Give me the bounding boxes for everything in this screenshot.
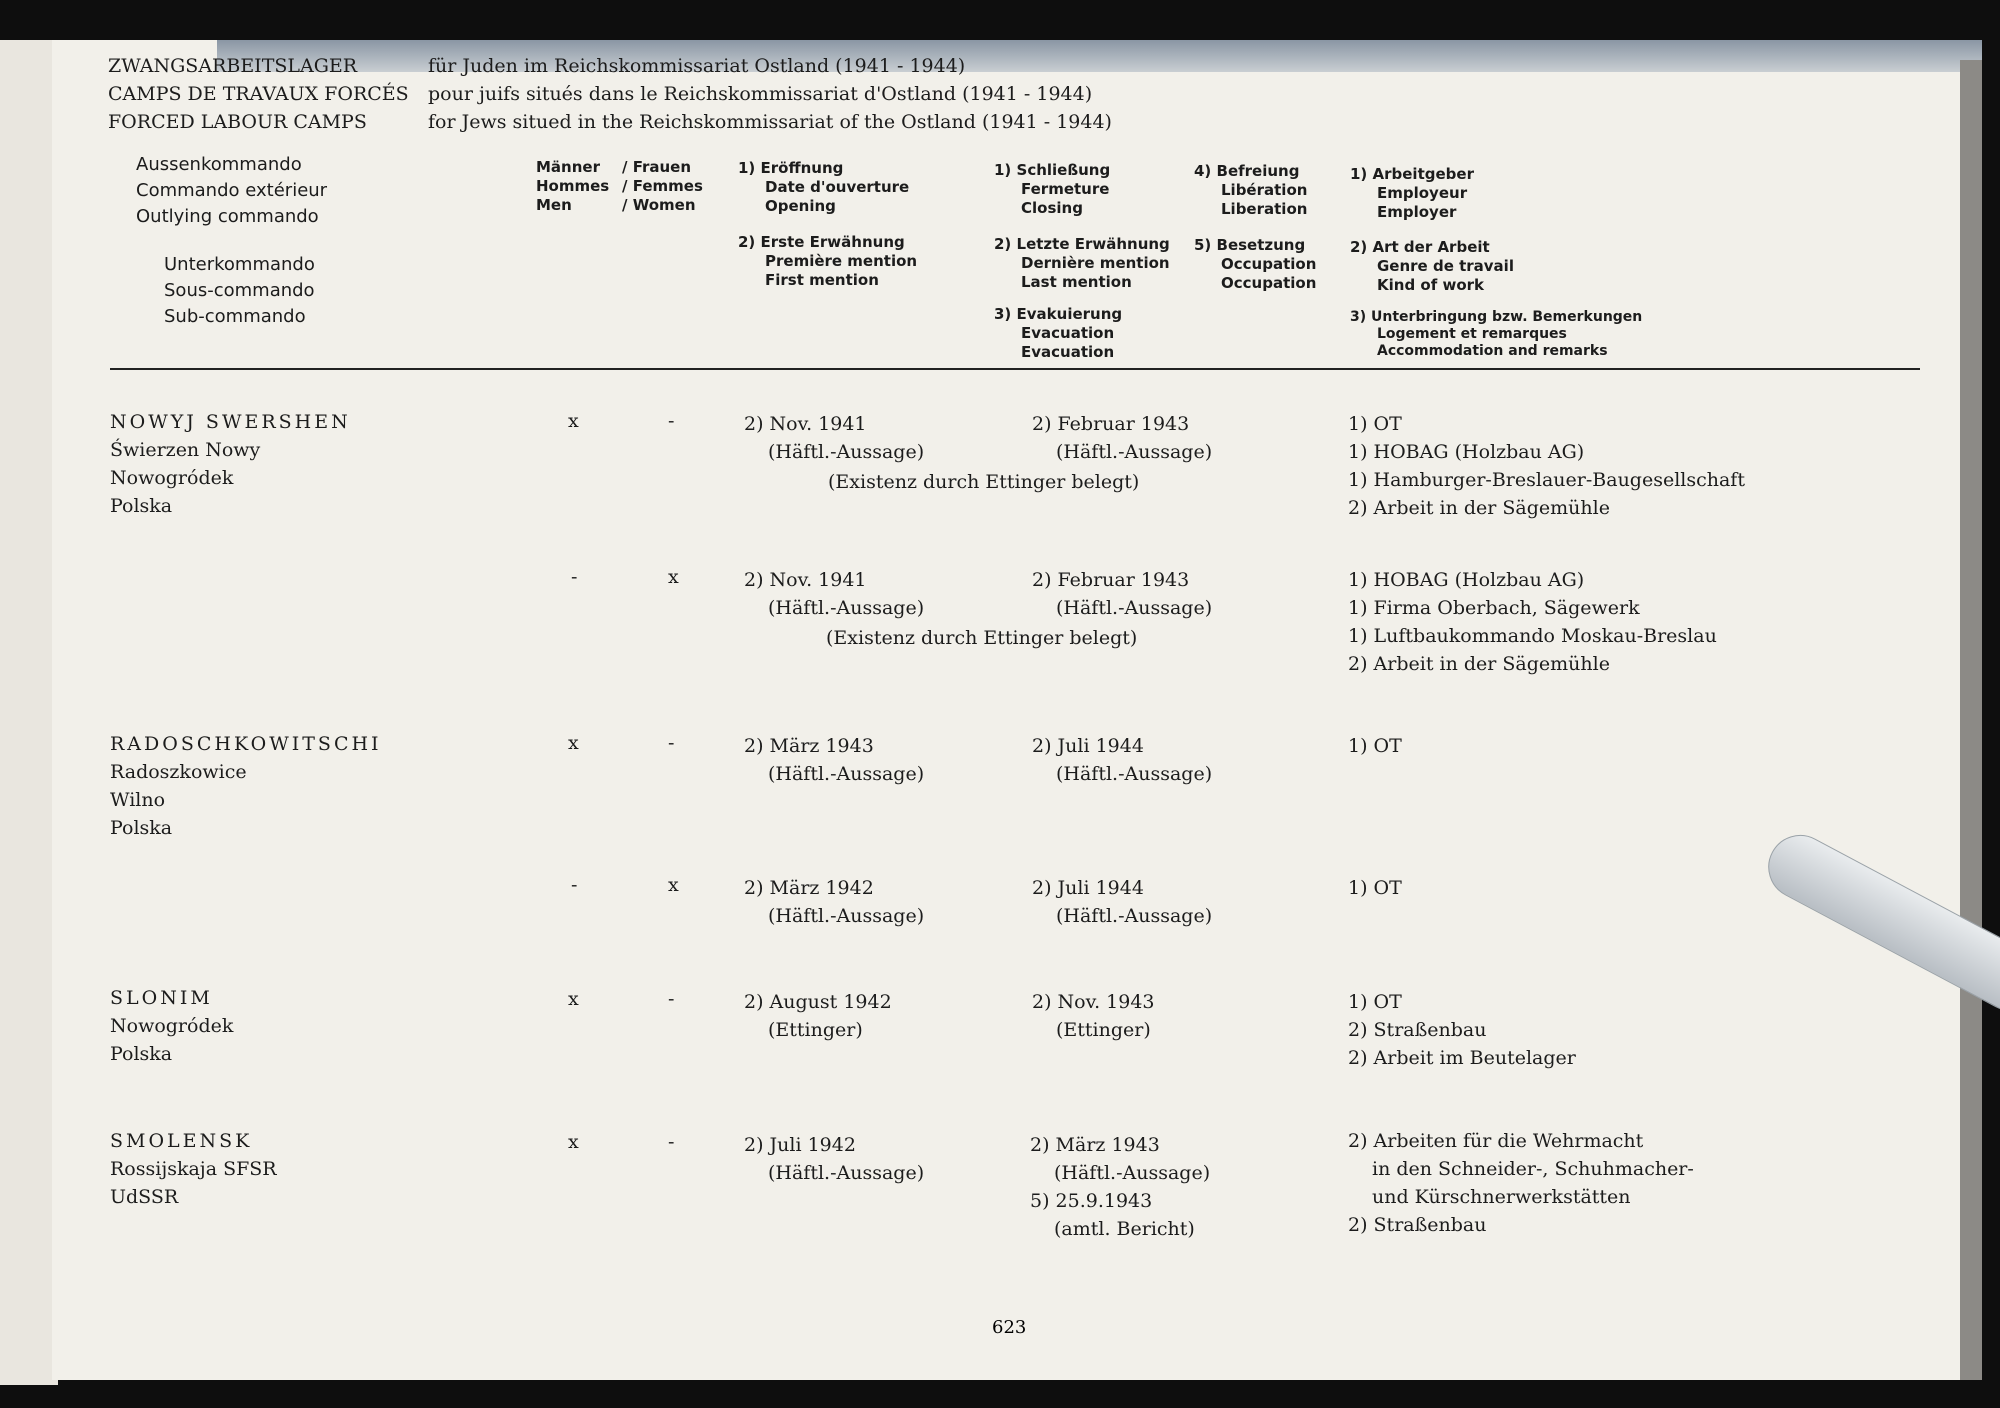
first-mention: 2) Nov. 1941 (Häftl.-Aussage) bbox=[744, 569, 925, 619]
subtitle-fr: pour juifs situés dans le Reichskommissariat d'Ostland (1941 - 1944) bbox=[428, 83, 1093, 105]
work-details: 2) Arbeiten für die Wehrmacht in den Schneider-, Schuhmacher- und Kürschnerwerkstätten 2) Straßenbau bbox=[1348, 1130, 1694, 1236]
legend-sub: Unterkommando Sous-commando Sub-commando bbox=[164, 254, 315, 327]
title-en: FORCED LABOUR CAMPS bbox=[108, 111, 367, 133]
women-mark: x bbox=[668, 874, 679, 896]
header-left-title bbox=[108, 52, 409, 136]
work-details: 1) OT bbox=[1348, 735, 1402, 757]
page-number: 623 bbox=[992, 1317, 1027, 1338]
first-mention: 2) März 1943 (Häftl.-Aussage) bbox=[744, 735, 925, 785]
entry-place: SMOLENSK Rossijskaja SFSR UdSSR bbox=[110, 1130, 277, 1208]
legend-opening: 1) Eröffnung Date d'ouverture Opening bbox=[738, 159, 910, 215]
first-mention: 2) Juli 1942 (Häftl.-Aussage) bbox=[744, 1134, 925, 1184]
last-mention: 2) Juli 1944 (Häftl.-Aussage) bbox=[1032, 735, 1213, 785]
facing-page-edge bbox=[0, 40, 58, 1385]
last-mention: 2) Juli 1944 (Häftl.-Aussage) bbox=[1032, 877, 1213, 927]
entry-place: NOWYJ SWERSHEN Świerzen Nowy Nowogródek Polska bbox=[110, 411, 351, 517]
legend-liberation: 4) Befreiung Libération Liberation bbox=[1194, 162, 1308, 218]
legend-evacuation: 3) Evakuierung Evacuation Evacuation bbox=[994, 305, 1123, 361]
title-fr: CAMPS DE TRAVAUX FORCÉS bbox=[108, 83, 409, 105]
entry-place: SLONIM Nowogródek Polska bbox=[110, 987, 234, 1065]
title-de: ZWANGSARBEITSLAGER bbox=[108, 55, 358, 77]
right-page-edge bbox=[1960, 60, 1982, 1380]
legend-women: / Frauen / Femmes / Women bbox=[622, 158, 703, 214]
existence-note: (Existenz durch Ettinger belegt) bbox=[828, 471, 1140, 493]
women-mark: - bbox=[668, 732, 675, 754]
legend-occupation: 5) Besetzung Occupation Occupation bbox=[1194, 236, 1317, 292]
women-mark: - bbox=[668, 1131, 675, 1153]
men-mark: x bbox=[568, 988, 579, 1010]
legend-closing: 1) Schließung Fermeture Closing bbox=[994, 161, 1111, 217]
legend-first-mention: 2) Erste Erwähnung Première mention First mention bbox=[738, 233, 918, 289]
subtitle-de: für Juden im Reichskommissariat Ostland (1941 - 1944) bbox=[428, 55, 966, 77]
work-details: 1) OT 1) HOBAG (Holzbau AG) 1) Hamburger-Breslauer-Baugesellschaft 2) Arbeit in der Sägemühle bbox=[1348, 413, 1745, 519]
legend-outlying: Aussenkommando Commando extérieur Outlying commando bbox=[136, 154, 328, 227]
legend-men: Männer Hommes Men bbox=[536, 158, 610, 214]
men-mark: x bbox=[568, 1131, 579, 1153]
last-mention: 2) Nov. 1943 (Ettinger) bbox=[1032, 991, 1155, 1041]
header-rule bbox=[110, 368, 1920, 370]
men-mark: - bbox=[571, 566, 578, 588]
women-mark: - bbox=[668, 410, 675, 432]
last-mention: 2) März 1943 (Häftl.-Aussage) 5) 25.9.1943 (amtl. Bericht) bbox=[1030, 1134, 1211, 1240]
header-right-title bbox=[428, 52, 1112, 136]
existence-note: (Existenz durch Ettinger belegt) bbox=[826, 627, 1138, 649]
women-mark: - bbox=[668, 988, 675, 1010]
first-mention: 2) Nov. 1941 (Häftl.-Aussage) bbox=[744, 413, 925, 463]
men-mark: x bbox=[568, 410, 579, 432]
men-mark: x bbox=[568, 732, 579, 754]
last-mention: 2) Februar 1943 (Häftl.-Aussage) bbox=[1032, 413, 1213, 463]
legend-kind-of-work: 2) Art der Arbeit Genre de travail Kind of work bbox=[1350, 238, 1514, 294]
entry-place: RADOSCHKOWITSCHI Radoszkowice Wilno Polska bbox=[110, 733, 382, 839]
work-details: 1) HOBAG (Holzbau AG) 1) Firma Oberbach, Sägewerk 1) Luftbaukommando Moskau-Breslau 2) Arbeit in der Sägemühle bbox=[1348, 569, 1717, 675]
last-mention: 2) Februar 1943 (Häftl.-Aussage) bbox=[1032, 569, 1213, 619]
work-details: 1) OT 2) Straßenbau 2) Arbeit im Beutelager bbox=[1348, 991, 1576, 1069]
women-mark: x bbox=[668, 566, 679, 588]
legend-last-mention: 2) Letzte Erwähnung Dernière mention Last mention bbox=[994, 235, 1170, 291]
work-details: 1) OT bbox=[1348, 877, 1402, 899]
first-mention: 2) August 1942 (Ettinger) bbox=[744, 991, 892, 1041]
first-mention: 2) März 1942 (Häftl.-Aussage) bbox=[744, 877, 925, 927]
subtitle-en: for Jews situed in the Reichskommissariat of the Ostland (1941 - 1944) bbox=[428, 111, 1112, 133]
men-mark: - bbox=[571, 874, 578, 896]
legend-accommodation: 3) Unterbringung bzw. Bemerkungen Logement et remarques Accommodation and remarks bbox=[1350, 309, 1643, 359]
legend-employer: 1) Arbeitgeber Employeur Employer bbox=[1350, 165, 1474, 221]
